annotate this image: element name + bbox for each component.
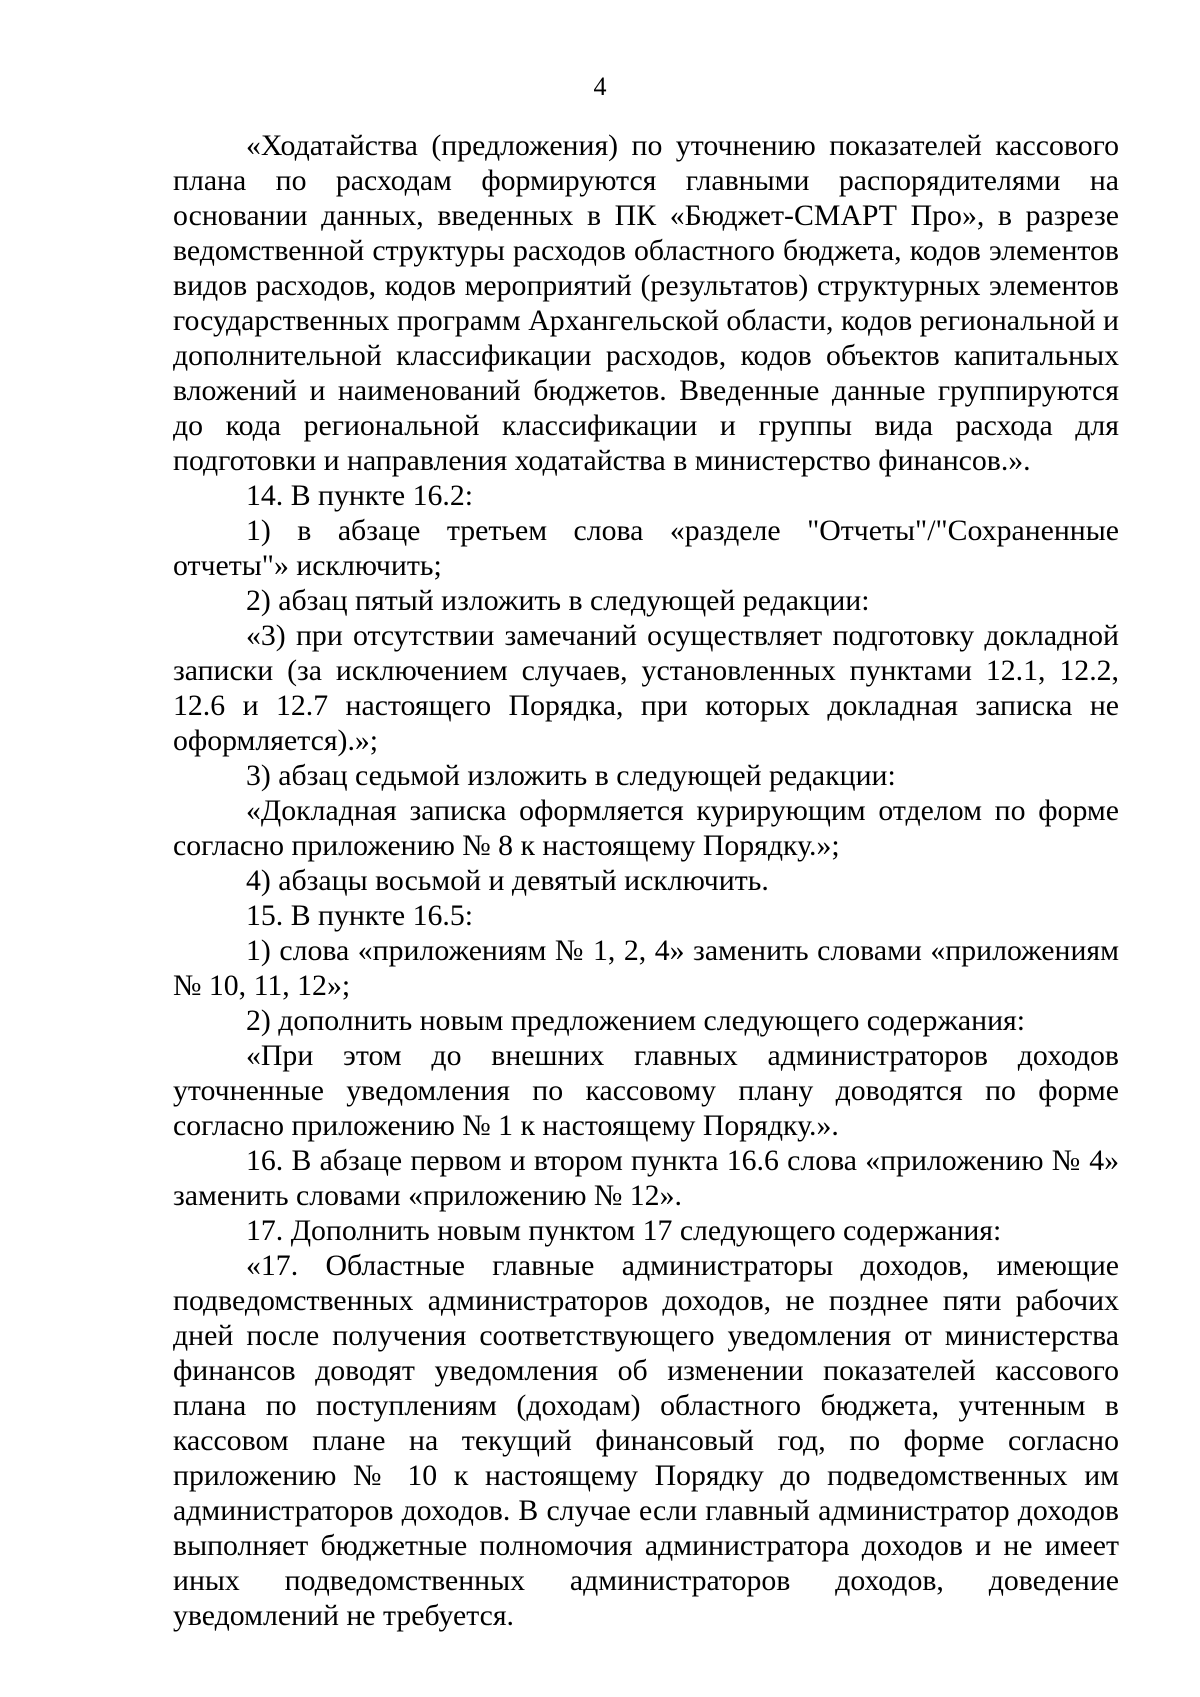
- paragraph-subitem-14-4: 4) абзацы восьмой и девятый исключить.: [246, 864, 769, 897]
- paragraph-item-14: 14. В пункте 16.2:: [246, 479, 474, 512]
- paragraph-petitions-text: «Ходатайства (предложения) по уточнению показателей кассового плана по расходам формируются главными распорядителями на основании данных, введенных в ПК «Бюджет-СМАРТ Про», в разрезе ведомственной структуры расходов областного бюджета, кодов элементов видов расходов, кодов мероприятий (результатов) структурных элементов государственных программ Архангельской области, кодов региональной и дополнительной классификации расходов, кодов объектов капитальных вложений и наименований бюджетов. Введенные данные группируются до кода региональной классификации и группы вида расхода для подготовки и направления ходатайства в министерство финансов.».: [173, 129, 1119, 477]
- document-body: [173, 128, 1119, 1633]
- paragraph-subitem-15-1: 1) слова «приложениям № 1, 2, 4» заменить словами «приложениям № 10, 11, 12»;: [173, 934, 1119, 1002]
- paragraph-subitem-14-1: 1) в абзаце третьем слова «разделе "Отчеты"/"Сохраненные отчеты"» исключить;: [173, 514, 1119, 582]
- paragraph-quote-point-17: «17. Областные главные администраторы доходов, имеющие подведомственных администраторов доходов, не позднее пяти рабочих дней после получения соответствующего уведомления от министерства финансов доводят уведомления об изменении показателей кассового плана по поступлениям (доходам) областного бюджета, учтенным в кассовом плане на текущий финансовый год, по форме согласно приложению № 10 к настоящему Порядку до подведомственных им администраторов доходов. В случае если главный администратор доходов выполняет бюджетные полномочия администратора доходов и не имеет иных подведомственных администраторов доходов, доведение уведомлений не требуется.: [173, 1249, 1119, 1632]
- paragraph-subitem-15-2: 2) дополнить новым предложением следующего содержания:: [246, 1004, 1026, 1037]
- paragraph-item-16: 16. В абзаце первом и втором пункта 16.6 слова «приложению № 4» заменить словами «приложению № 12».: [173, 1144, 1119, 1212]
- paragraph-quote-memo: «Докладная записка оформляется курирующим отделом по форме согласно приложению № 8 к настоящему Порядку.»;: [173, 794, 1119, 862]
- paragraph-quote-external-admins: «При этом до внешних главных администраторов доходов уточненные уведомления по кассовому плану доводятся по форме согласно приложению № 1 к настоящему Порядку.».: [173, 1039, 1119, 1142]
- paragraph-item-15: 15. В пункте 16.5:: [246, 899, 474, 932]
- paragraph-quote-point-3: «3) при отсутствии замечаний осуществляет подготовку докладной записки (за исключением случаев, установленных пунктами 12.1, 12.2, 12.6 и 12.7 настоящего Порядка, при которых докладная записка не оформляется).»;: [173, 619, 1119, 757]
- paragraph-item-17: 17. Дополнить новым пунктом 17 следующего содержания:: [246, 1214, 1002, 1247]
- paragraph-subitem-14-3: 3) абзац седьмой изложить в следующей редакции:: [246, 759, 896, 792]
- page-number: 4: [593, 72, 607, 101]
- paragraph-subitem-14-2: 2) абзац пятый изложить в следующей редакции:: [246, 584, 870, 617]
